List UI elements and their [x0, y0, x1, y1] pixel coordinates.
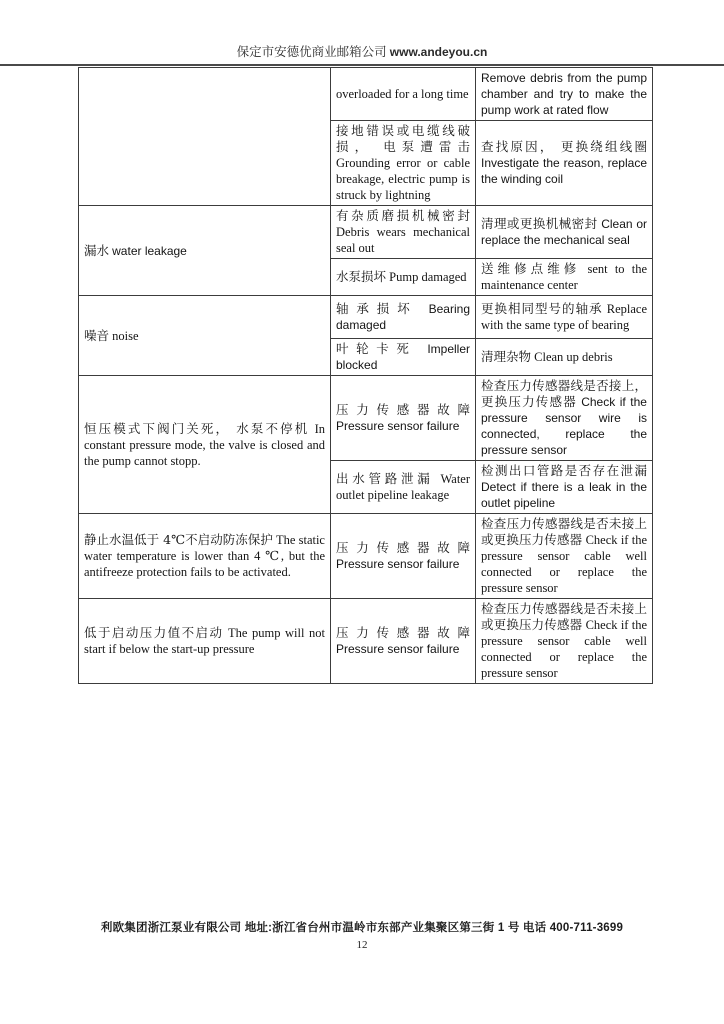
troubleshooting-table	[78, 67, 653, 684]
row-noise-bearing	[79, 296, 653, 339]
solution-text-en: Check if the pressure sensor wire is connected, replace the pressure sensor	[481, 395, 647, 457]
problem-text-zh: 低于启动压力值不启动	[84, 625, 224, 640]
problem-text-en: The static water temperature is lower than 4 ℃, but the antifreeze protection fails to be activated.	[84, 533, 325, 579]
cause-cell	[331, 68, 476, 121]
solution-cell	[476, 121, 653, 206]
solution-text-zh: 清理或更换机械密封	[481, 216, 598, 231]
cause-text-zh: 有杂质磨损机械密封	[336, 208, 470, 223]
cause-text-en: Water outlet pipeline leakage	[336, 472, 470, 502]
solution-text-zh: 检查压力传感器线是否未接上或更换压力传感器	[481, 601, 647, 632]
cause-text-zh: 叶轮卡死	[336, 341, 417, 356]
row-water-leakage-seal	[79, 206, 653, 259]
header-divider	[0, 64, 724, 66]
problem-text-en: In constant pressure mode, the valve is closed and the pump cannot stopp.	[84, 421, 325, 468]
row-startup-pressure	[79, 599, 653, 684]
problem-text-zh: 噪音	[84, 327, 110, 343]
cause-text-en: Pressure sensor failure	[336, 419, 460, 433]
cause-text-zh: 接地错误或电缆线破损， 电泵遭雷击	[336, 123, 470, 154]
row-overload-continued	[79, 68, 653, 121]
problem-cell-empty	[79, 68, 331, 206]
problem-cell-noise	[79, 296, 331, 376]
solution-cell	[476, 339, 653, 376]
cause-cell	[331, 259, 476, 296]
solution-text-zh: 检查压力传感器线是否接上，更换压力传感器	[481, 378, 647, 409]
solution-text-en: Replace with the same type of bearing	[481, 302, 647, 332]
cause-text-en: Pump damaged	[389, 270, 467, 284]
solution-text-en: Clean or replace the mechanical seal	[481, 217, 647, 247]
solution-text-zh: 检测出口管路是否存在泄漏	[481, 463, 647, 478]
cause-text-en: overloaded for a long time	[336, 87, 469, 101]
solution-cell	[476, 296, 653, 339]
solution-text-en: Clean up debris	[534, 350, 613, 364]
cause-text-zh: 轴承损坏	[336, 301, 418, 316]
page-number: 12	[356, 939, 368, 951]
solution-text-en: Remove debris from the pump chamber and try to make the pump work at rated flow	[481, 71, 647, 117]
solution-text-en: Investigate the reason, replace the winding coil	[481, 156, 647, 186]
solution-cell	[476, 461, 653, 514]
cause-text-en: Bearing damaged	[336, 302, 470, 332]
page-footer: 利欧集团浙江泵业有限公司 地址:浙江省台州市温岭市东部产业集聚区第三街 1 号 电话 400-711-3699	[100, 922, 624, 934]
page-header	[0, 44, 724, 60]
problem-text-zh: 恒压模式下阀门关死， 水泵不停机	[84, 420, 310, 436]
problem-cell-water-leakage	[79, 206, 331, 296]
solution-text-en: Detect if there is a leak in the outlet pipeline	[481, 480, 647, 510]
cause-cell	[331, 376, 476, 461]
problem-text-zh: 漏水	[84, 242, 110, 258]
header-company-name: 保定市安德优商业邮箱公司	[236, 44, 387, 59]
header-website: www.andeyou.cn	[389, 45, 488, 59]
solution-text-en: sent to the maintenance center	[481, 262, 647, 292]
cause-text-en: Pressure sensor failure	[336, 557, 460, 571]
cause-cell	[331, 339, 476, 376]
solution-text-zh: 检查压力传感器线是否未接上或更换压力传感器	[481, 516, 647, 547]
problem-text-zh: 静止水温低于 4℃不启动防冻保护	[84, 532, 273, 547]
row-constant-pressure-sensor	[79, 376, 653, 461]
cause-text-en: Pressure sensor failure	[336, 642, 460, 656]
problem-text-en: water leakage	[112, 243, 187, 258]
cause-text-en: Debris wears mechanical seal out	[336, 225, 470, 255]
solution-text-zh: 清理杂物	[481, 349, 532, 364]
cause-cell	[331, 599, 476, 684]
solution-text-en: Check if the pressure sensor cable well connected or replace the pressure sensor	[481, 533, 648, 595]
cause-text-en: Impeller blocked	[336, 342, 470, 372]
cause-text-zh: 出水管路泄漏	[336, 471, 434, 486]
solution-text-en: Check if the pressure sensor cable well connected or replace the pressure sensor	[481, 618, 648, 680]
cause-text-zh: 压力传感器故障	[336, 625, 470, 640]
cause-cell	[331, 206, 476, 259]
cause-text-en: Grounding error or cable breakage, electric pump is struck by lightning	[336, 156, 470, 202]
cause-cell	[331, 514, 476, 599]
cause-text-zh: 水泵损坏	[336, 269, 387, 284]
problem-text-en: noise	[112, 328, 139, 343]
problem-cell-antifreeze	[79, 514, 331, 599]
cause-cell	[331, 296, 476, 339]
problem-cell-constant-pressure	[79, 376, 331, 514]
problem-text-en: The pump will not start if below the start-up pressure	[84, 626, 326, 656]
cause-text-zh: 压力传感器故障	[336, 540, 470, 555]
solution-text-zh: 查找原因， 更换绕组线圈	[481, 139, 647, 154]
solution-cell	[476, 259, 653, 296]
cause-text-zh: 压力传感器故障	[336, 402, 470, 417]
problem-cell-startup-pressure	[79, 599, 331, 684]
solution-cell	[476, 68, 653, 121]
solution-cell	[476, 599, 653, 684]
row-antifreeze-protection	[79, 514, 653, 599]
solution-text-zh: 更换相同型号的轴承	[481, 301, 603, 316]
solution-text-zh: 送维修点维修	[481, 261, 581, 276]
solution-cell	[476, 206, 653, 259]
solution-cell	[476, 376, 653, 461]
cause-cell	[331, 121, 476, 206]
cause-cell	[331, 461, 476, 514]
solution-cell	[476, 514, 653, 599]
